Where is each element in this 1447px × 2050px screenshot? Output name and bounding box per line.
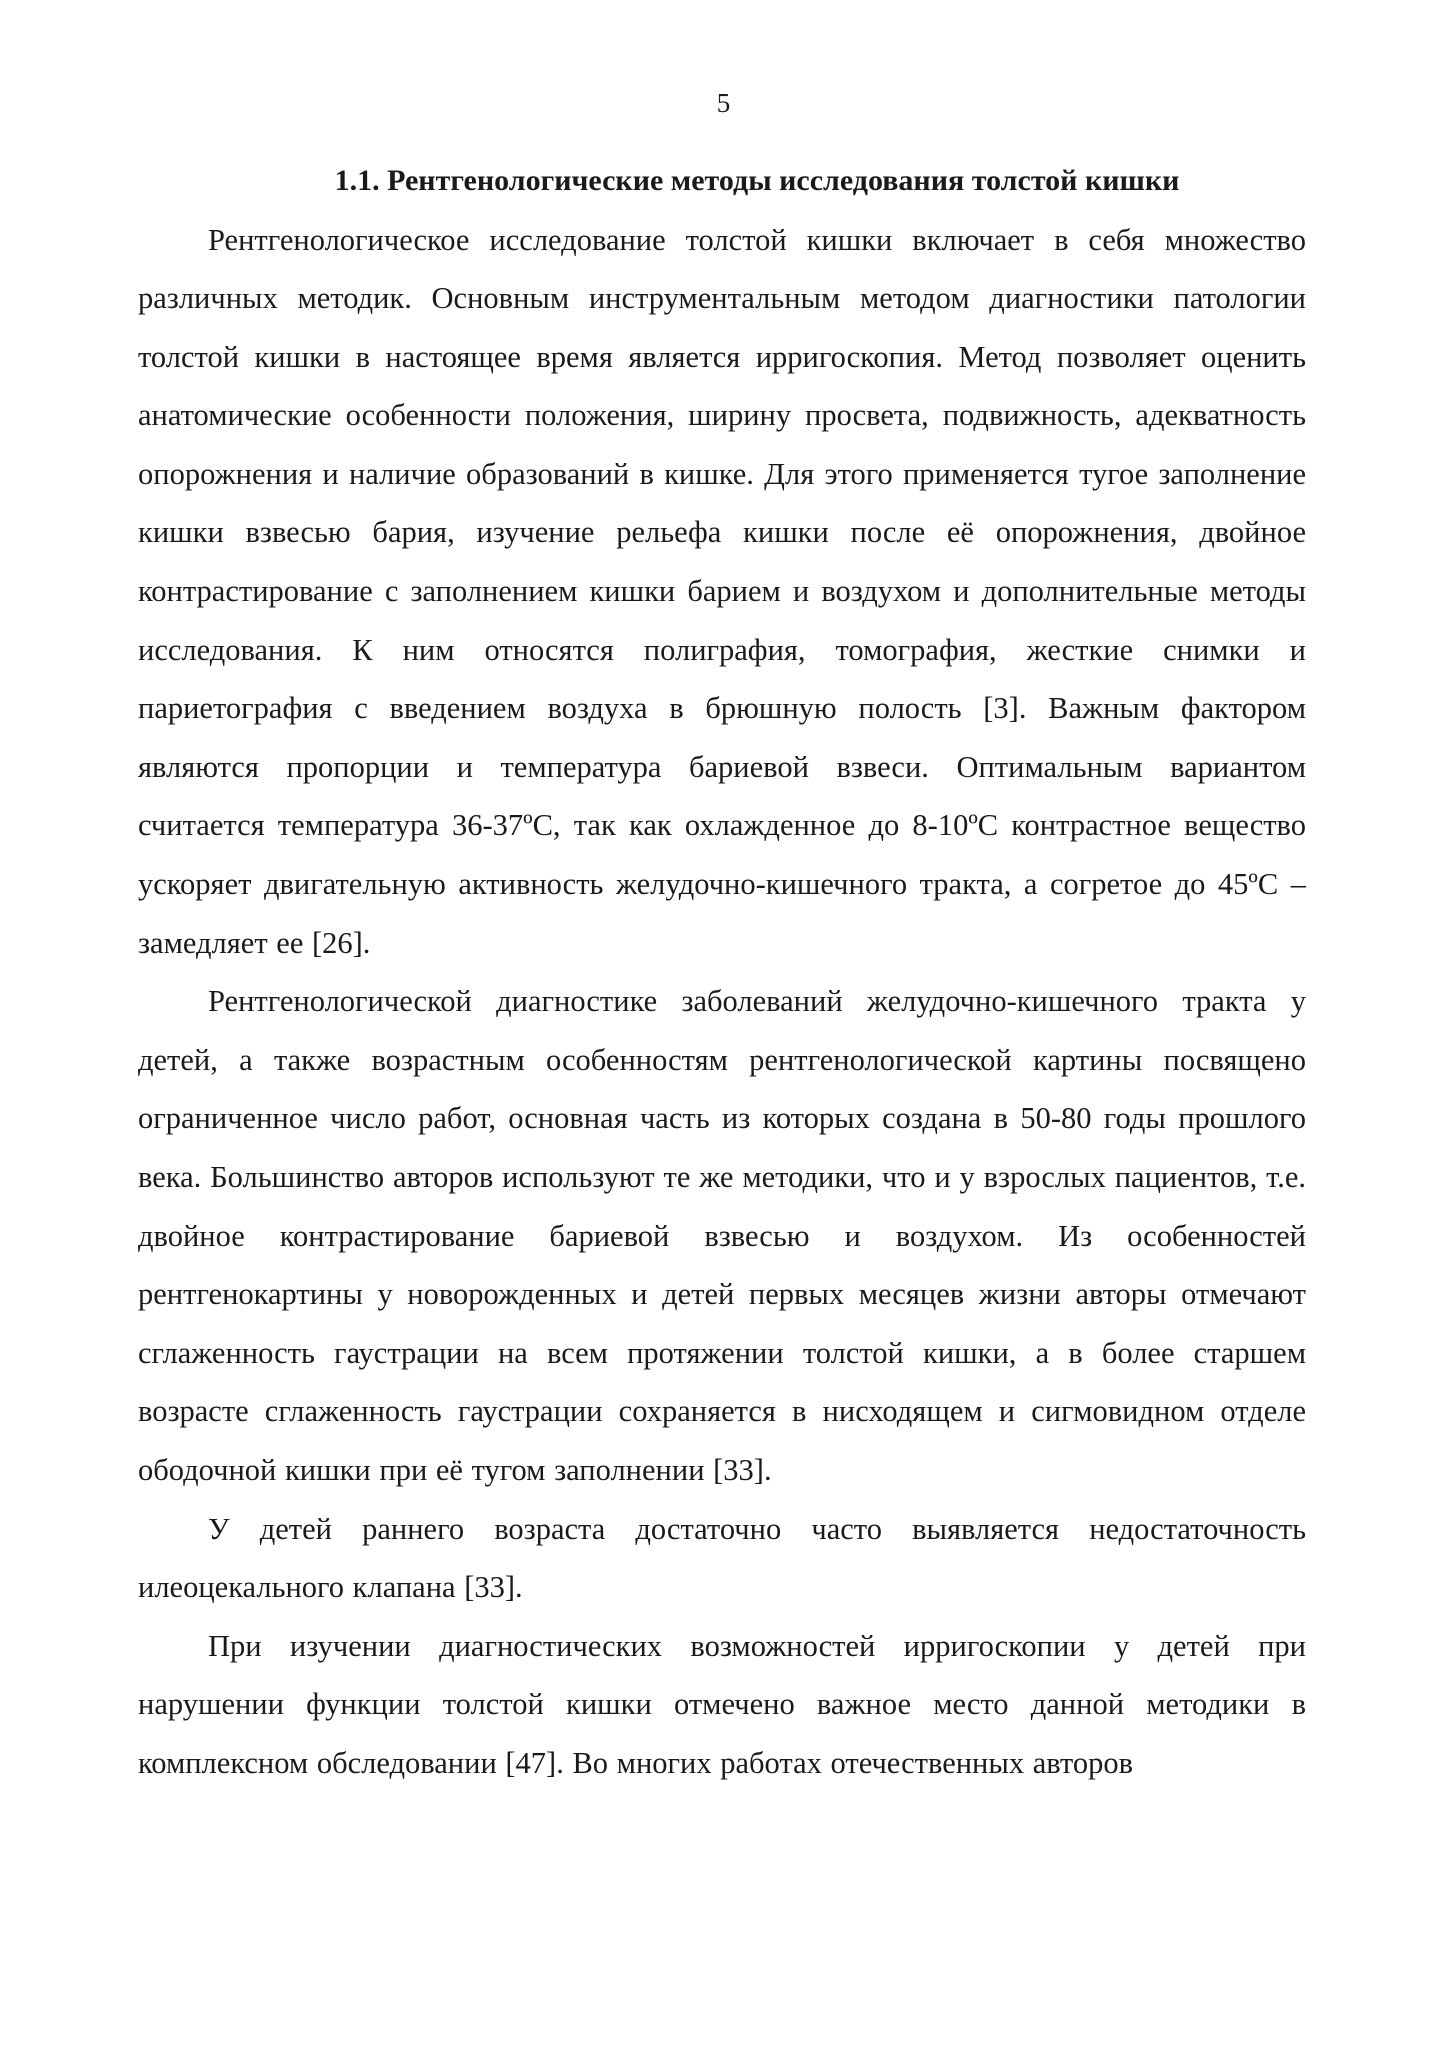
page-content [138,152,1306,1793]
section-heading: 1.1. Рентгенологические методы исследования толстой кишки [334,164,1180,197]
paragraph-children-diagnostics: Рентгенологической диагностике заболеваний желудочно-кишечного тракта у детей, а также возрастным особенностям рентгенологической картины посвящено ограниченное число работ, основная часть из которых создана в 50-80 годы прошлого века. Большинство авторов используют те же методики, что и у взрослых пациентов, т.е. двойное контрастирование бариевой взвесью и воздухом. Из особенностей рентгенокартины у новорожденных и детей первых месяцев жизни авторы отмечают сглаженность гаустрации на всем протяжении толстой кишки, а в более старшем возрасте сглаженность гаустрации сохраняется в нисходящем и сигмовидном отделе ободочной кишки при её тугом заполнении [33]. [138,984,1306,1487]
paragraph-irrigoscopy-role: При изучении диагностических возможностей ирригоскопии у детей при нарушении функции толстой кишки отмечено важное место данной методики в комплексном обследовании [47]. Во многих работах отечественных авторов [138,1628,1306,1780]
paragraph-methods: Рентгенологическое исследование толстой кишки включает в себя множество различных методик. Основным инструментальным методом диагностики патологии толстой кишки в настоящее время является ирригоскопия. Метод позволяет оценить анатомические особенности положения, ширину просвета, подвижность, адекватность опорожнения и наличие образований в кишке. Для этого применяется тугое заполнение кишки взвесью бария, изучение рельефа кишки после её опорожнения, двойное контрастирование с заполнением кишки барием и воздухом и дополнительные методы исследования. К ним относятся полиграфия, томография, жесткие снимки и париетография с введением воздуха в брюшную полость [3]. Важным фактором являются пропорции и температура бариевой взвеси. Оптимальным вариантом считается температура 36-37ºC, так как охлажденное до 8-10ºC контрастное вещество ускоряет двигательную активность желудочно-кишечного тракта, а согретое до 45ºC – замедляет ее [26]. [138,222,1306,960]
paragraph-ileocecal-valve: У детей раннего возраста достаточно часто выявляется недостаточность илеоцекального клапана [33]. [138,1511,1306,1605]
page-number: 5 [716,88,731,118]
